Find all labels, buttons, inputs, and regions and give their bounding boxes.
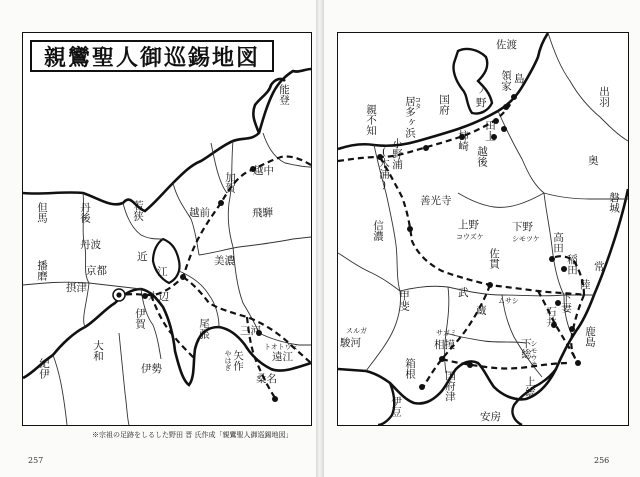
label-shimousa: 下総 bbox=[520, 338, 532, 359]
route-point bbox=[467, 362, 473, 368]
route-point bbox=[419, 384, 425, 390]
kyoto-marker-center bbox=[116, 292, 121, 297]
label-ryoke: 領家 bbox=[500, 70, 512, 91]
label-yahagi: 矢作 bbox=[232, 350, 244, 371]
label-omi-1: 近 bbox=[137, 251, 148, 263]
route-point bbox=[423, 145, 429, 151]
book-gutter bbox=[316, 0, 324, 477]
label-suruga: 駿河 bbox=[340, 337, 361, 349]
label-shimousa-ruby: シモウサ bbox=[530, 340, 538, 368]
label-oku: 奥 bbox=[588, 155, 599, 167]
label-kotaura: 居多ヶ浜 bbox=[404, 96, 416, 138]
label-kazusa: 上総 bbox=[524, 376, 536, 397]
label-suruga-ruby: スルガ bbox=[346, 327, 367, 335]
route-point bbox=[575, 360, 581, 366]
label-dewa: 出羽 bbox=[598, 86, 610, 107]
label-totomi: 遠江 bbox=[272, 351, 293, 363]
label-tango: 丹後 bbox=[79, 202, 91, 223]
label-kakizaki: 柿崎 bbox=[457, 130, 469, 151]
label-kozuke-ruby: コウズケ bbox=[456, 233, 484, 241]
label-hida: 飛騨 bbox=[252, 207, 273, 219]
label-tanba: 丹波 bbox=[80, 239, 101, 251]
label-yamato: 大和 bbox=[92, 340, 104, 361]
label-iga: 伊賀 bbox=[134, 308, 146, 329]
label-sanuki: 佐貫 bbox=[488, 248, 500, 269]
label-tajima: 但馬 bbox=[36, 202, 48, 223]
label-inada: 稲田 bbox=[566, 254, 578, 275]
map-title: 親鸞聖人御巡錫地図 bbox=[43, 44, 260, 71]
route-point bbox=[503, 104, 509, 110]
route-point bbox=[439, 356, 445, 362]
page-number-left: 257 bbox=[28, 456, 44, 465]
label-yahagi-ruby: やはぎ bbox=[224, 350, 232, 371]
label-ono: 野 bbox=[476, 97, 487, 109]
label-musashi-1: 武 bbox=[458, 287, 469, 299]
route-point bbox=[180, 274, 186, 280]
label-takada: 高田 bbox=[552, 232, 564, 253]
route-point bbox=[549, 256, 555, 262]
label-kizu: 木辺 bbox=[148, 291, 169, 303]
label-ecchu: 越中 bbox=[253, 165, 274, 177]
label-sagami: 相摸 bbox=[434, 339, 455, 351]
label-kyoto: 京都 bbox=[86, 265, 107, 277]
route-point bbox=[407, 226, 413, 232]
label-mino: 美濃 bbox=[214, 255, 235, 267]
route-points-right bbox=[377, 94, 581, 390]
label-sagami-ruby: サガミ bbox=[436, 329, 457, 337]
map-caption: ※宗祖の足跡をしるした野田 晋 氏作成「親鸞聖人御巡錫地図」 bbox=[92, 431, 293, 439]
label-wakasa: 若狭 bbox=[132, 200, 144, 221]
label-shimotsuke-ruby: シモツケ bbox=[512, 235, 540, 243]
label-shinano: 信濃 bbox=[372, 220, 384, 241]
label-ono-ruby: ノ bbox=[478, 87, 485, 95]
label-oyafushi: 親不知 bbox=[365, 104, 377, 136]
map-left bbox=[22, 32, 312, 426]
label-noto: 能登 bbox=[278, 84, 290, 105]
label-zenkoji: 善光寺 bbox=[420, 195, 452, 207]
label-kii: 紀伊 bbox=[38, 358, 50, 379]
label-awa: 安房 bbox=[480, 411, 501, 423]
label-sado: 佐渡 bbox=[496, 39, 517, 51]
route-point bbox=[272, 396, 278, 402]
label-kotaura-ruby: コタ bbox=[414, 96, 422, 110]
label-izu: 伊豆 bbox=[390, 396, 402, 417]
label-hita: 常 bbox=[594, 261, 605, 273]
label-omi-2: 江 bbox=[157, 266, 168, 278]
label-hitachi: 陸 bbox=[580, 279, 591, 291]
label-kai: 甲斐 bbox=[398, 290, 410, 311]
label-mikawa: 三河 bbox=[240, 325, 261, 337]
label-sado-shima: 島 bbox=[514, 73, 525, 85]
label-kinoura-2: (木浦) bbox=[378, 146, 390, 191]
route-point bbox=[487, 282, 493, 288]
route-point bbox=[218, 200, 224, 206]
page-number-right: 256 bbox=[594, 456, 610, 465]
label-harima: 播磨 bbox=[36, 260, 48, 281]
route-point bbox=[511, 94, 517, 100]
map-title-box bbox=[30, 40, 274, 72]
route-point bbox=[501, 126, 507, 132]
map-left-drawing bbox=[23, 33, 311, 425]
label-kuwana: 桑名 bbox=[256, 373, 277, 385]
label-settsu: 摂津 bbox=[66, 282, 87, 294]
label-tabe: 田上 bbox=[484, 120, 496, 141]
label-hakone: 箱根 bbox=[404, 358, 416, 379]
label-iwaki: 磐城 bbox=[608, 192, 620, 213]
label-kokufuzu: 国府津 bbox=[444, 370, 456, 402]
label-kokufu: 国府 bbox=[438, 94, 450, 115]
label-echizen: 越前 bbox=[189, 207, 210, 219]
label-shimotsuma: 下妻 bbox=[560, 292, 572, 313]
label-shimotsuke: 下野 bbox=[512, 221, 533, 233]
label-kozuke: 上野 bbox=[458, 219, 479, 231]
label-musashi-ruby: ムサシ bbox=[498, 297, 519, 305]
label-echigo: 越後 bbox=[476, 146, 488, 167]
route-point bbox=[569, 326, 575, 332]
label-totomi-ruby: トオトウミ bbox=[264, 343, 299, 351]
label-ishii: 石井 bbox=[545, 306, 557, 327]
label-musashi-2: 蔵 bbox=[476, 305, 487, 317]
label-owari: 尾張 bbox=[198, 318, 210, 339]
label-kaga: 加賀 bbox=[224, 172, 236, 193]
label-kashima: 鹿島 bbox=[584, 326, 596, 347]
label-kinoura: 小野浦 bbox=[391, 138, 403, 170]
label-ise: 伊勢 bbox=[141, 363, 162, 375]
